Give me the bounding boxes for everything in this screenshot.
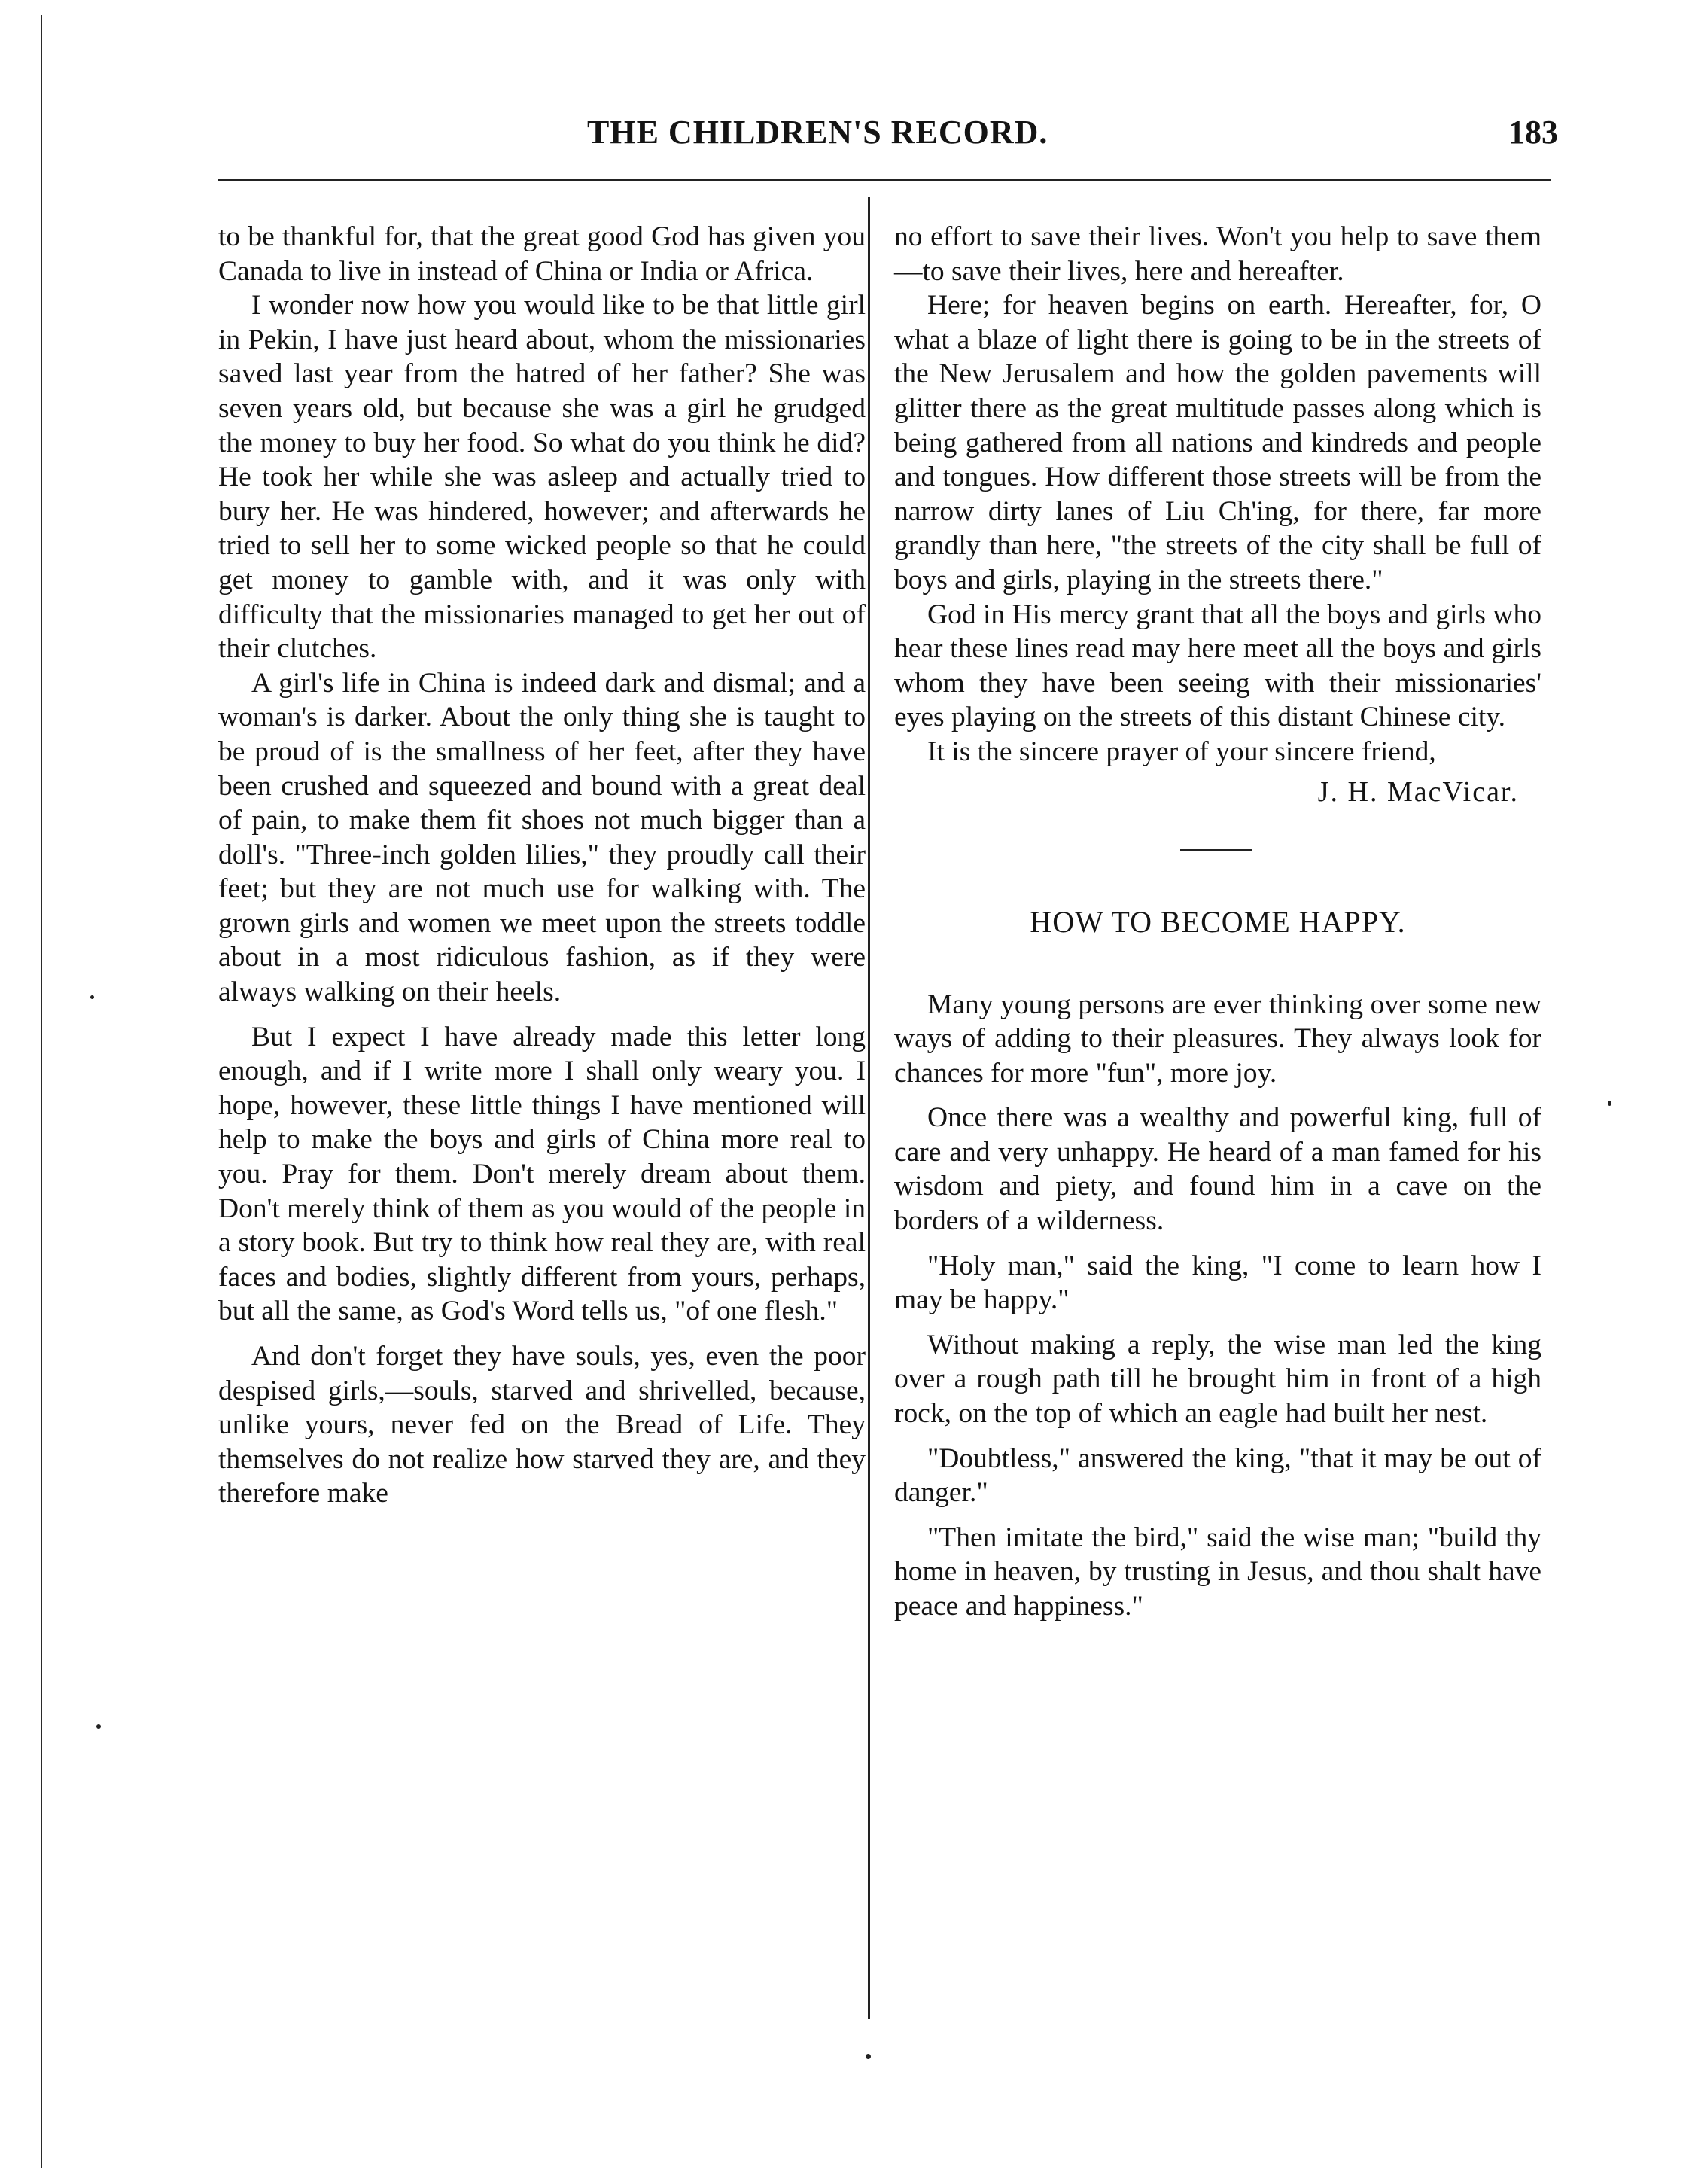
paragraph: "Then imitate the bird," said the wise man; "build thy home in heaven, by trusting in Jesus, and thou shalt have peace and happiness." [894,1521,1541,1622]
page-header [218,113,1558,158]
paragraph: Many young persons are ever thinking over some new ways of adding to their pleasures. They always look for chances for more "fun", more joy. [894,988,1541,1089]
binding-edge-line [41,15,42,2168]
section-heading: HOW TO BECOME HAPPY. [1030,904,1406,939]
column-divider [868,197,870,2019]
paragraph: to be thankful for, that the great good God has given you Canada to live in instead of China or India or Africa. [218,221,866,287]
print-speck [866,2054,871,2059]
paragraph: But I expect I have already made this letter long enough, and if I write more I shall only weary you. I hope, however, these little things I have mentioned will help to make the boys and girls of China more real to you. Pray for them. Don't merely dream about them. Don't merely think of them as you would of the people in a story book. But try to think how real they are, with real faces and bodies, slightly different from yours, perhaps, but all the same, as God's Word tells us, "of one flesh." [218,1021,866,1327]
paragraph: A girl's life in China is indeed dark and dismal; and a woman's is darker. About the only thing she is taught to be proud of is the smallness of her feet, after they have been crushed and squeezed and bound with a great deal of pain, to make them fit shoes not much bigger than a doll's. "Three-inch golden lilies," they proudly call their feet; but they are not much use for walking with. The grown girls and women we meet upon the streets toddle about in a most ridiculous fashion, as if they were always walking on their heels. [218,667,866,1008]
right-column [894,220,1541,1624]
paragraph: "Doubtless," answered the king, "that it may be out of danger." [894,1442,1541,1509]
page-number: 183 [1508,114,1558,151]
paragraph: Here; for heaven begins on earth. Hereafter, for, O what a blaze of light there is going to be in the streets of the New Jerusalem and how the golden pavements will glitter there as the great multitude passes along which is being gathered from all nations and kindreds and people and tongues. How different those streets will be from the narrow dirty lanes of Liu Ch'ing, for there, far more grandly than here, "the streets of the city shall be full of boys and girls, playing in the streets there." [894,290,1541,595]
print-speck [96,1724,101,1729]
left-column [218,220,866,1511]
print-speck [90,995,94,999]
paragraph: Once there was a wealthy and powerful king, full of care and very unhappy. He heard of a man famed for his wisdom and piety, and found him in a cave on the borders of a wilderness. [894,1102,1541,1237]
paragraph: no effort to save their lives. Won't you help to save them—to save their lives, here and hereafter. [894,221,1541,287]
paragraph: "Holy man," said the king, "I come to learn how I may be happy." [894,1250,1541,1316]
running-title: THE CHILDREN'S RECORD. [587,114,1048,151]
paragraph: It is the sincere prayer of your sincere friend, [927,736,1436,767]
paragraph: God in His mercy grant that all the boys and girls who hear these lines read may here meet all the boys and girls whom they have been seeing with their missionaries' eyes playing on the streets of this distant Chinese city. [894,599,1541,733]
signature: J. H. MacVicar. [1317,775,1519,808]
section-separator [1180,849,1252,851]
print-speck [1608,1101,1611,1106]
paragraph: I wonder now how you would like to be that little girl in Pekin, I have just heard about, whom the missionaries saved last year from the hatred of her father? She was seven years old, but because she was a girl he grudged the money to buy her food. So what do you think he did? He took her while she was asleep and actually tried to bury her. He was hindered, however; and afterwards he tried to sell her to some wicked people so that he could get money to gamble with, and it was only with difficulty that the missionaries managed to get her out of their clutches. [218,290,866,665]
paragraph: Without making a reply, the wise man led the king over a rough path till he brought him in front of a high rock, on the top of which an eagle had built her nest. [894,1329,1541,1430]
paragraph: And don't forget they have souls, yes, even the poor despised girls,—souls, starved and shrivelled, because, unlike yours, never fed on the Bread of Life. They themselves do not realize how starved they are, and they therefore make [218,1341,866,1509]
header-rule [218,179,1551,181]
